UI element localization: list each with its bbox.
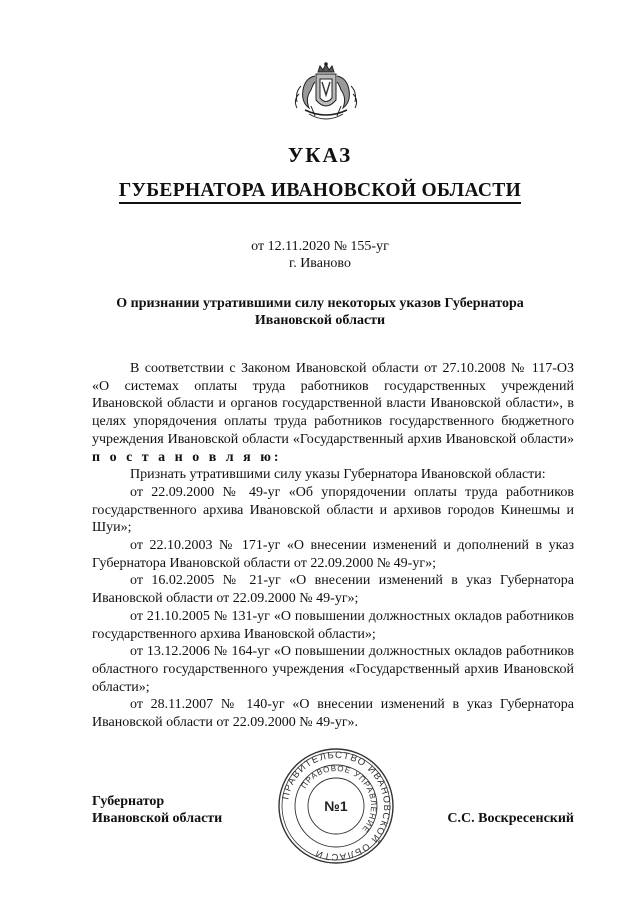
coat-of-arms-icon (291, 62, 361, 126)
position-line-1: Губернатор (92, 794, 165, 809)
document-subject (0, 295, 640, 329)
document-meta (0, 238, 640, 272)
list-item: от 13.12.2006 № 164-уг «О повышении должностных окладов работников областного государственного учреждения «Государственный архив Ивановской области»; (92, 644, 574, 695)
list-item: от 28.11.2007 № 140-уг «О внесении изменений в указ Губернатора Ивановской области от 22.09.2000 № 49-уг». (92, 697, 574, 731)
main-paragraph: Признать утратившими силу указы Губернатора Ивановской области: (130, 467, 546, 483)
list-item: от 21.10.2005 № 131-уг «О повышении должностных окладов работников государственного архива Ивановской области»; (92, 608, 574, 642)
signatory-position (92, 793, 222, 827)
official-stamp (276, 746, 396, 866)
list-item: от 16.02.2005 № 21-уг «О внесении изменений в указ Губернатора Ивановской области от 22.09.2000 № 49-уг»; (92, 573, 574, 607)
decree-word: п о с т а н о в л я ю: (92, 449, 282, 465)
subject-line-1: О признании утратившими силу некоторых указов Губернатора (116, 296, 524, 311)
preamble-paragraph (92, 360, 574, 466)
list-item: от 22.09.2000 № 49-уг «Об упорядочении оплаты труда работников государственного архива Ивановской области и архивов городов Кинешмы и Шуи»; (92, 484, 574, 536)
city: г. Иваново (289, 256, 351, 271)
stamp-number: №1 (324, 798, 348, 814)
list-item: от 22.10.2003 № 171-уг «О внесении изменений и дополнений в указ Губернатора Ивановской области от 22.09.2000 № 49-уг»; (92, 538, 574, 571)
signatory-name: С.С. Воскресенский (447, 811, 574, 826)
position-line-2: Ивановской области (92, 811, 223, 826)
date-number: от 12.11.2020 № 155-уг (251, 239, 389, 254)
preamble-text: В соответствии с Законом Ивановской области от 27.10.2008 № 117-ОЗ «О системах оплаты труда работников государственных учреждений Ивановской области и органов государственной власти Ивановской области», в целях упорядочения оплаты труда работников государственного бюджетного учреждения Ивановской области «Государственный архив Ивановской области» (92, 361, 574, 447)
stamp-ring-text: ПРАВИТЕЛЬСТВО ИВАНОВСКОЙ ОБЛАСТИ (280, 749, 393, 863)
document-type-title: УКАЗ (287, 143, 353, 167)
issuer-title (0, 180, 640, 202)
document-body (92, 360, 574, 732)
subject-line-2: Ивановской области (254, 313, 386, 328)
stamp-inner-ring-text: ПРАВОВОЕ УПРАВЛЕНИЕ (299, 763, 379, 835)
issuer-title-text: ГУБЕРНАТОРА ИВАНОВСКОЙ ОБЛАСТИ (119, 180, 521, 204)
